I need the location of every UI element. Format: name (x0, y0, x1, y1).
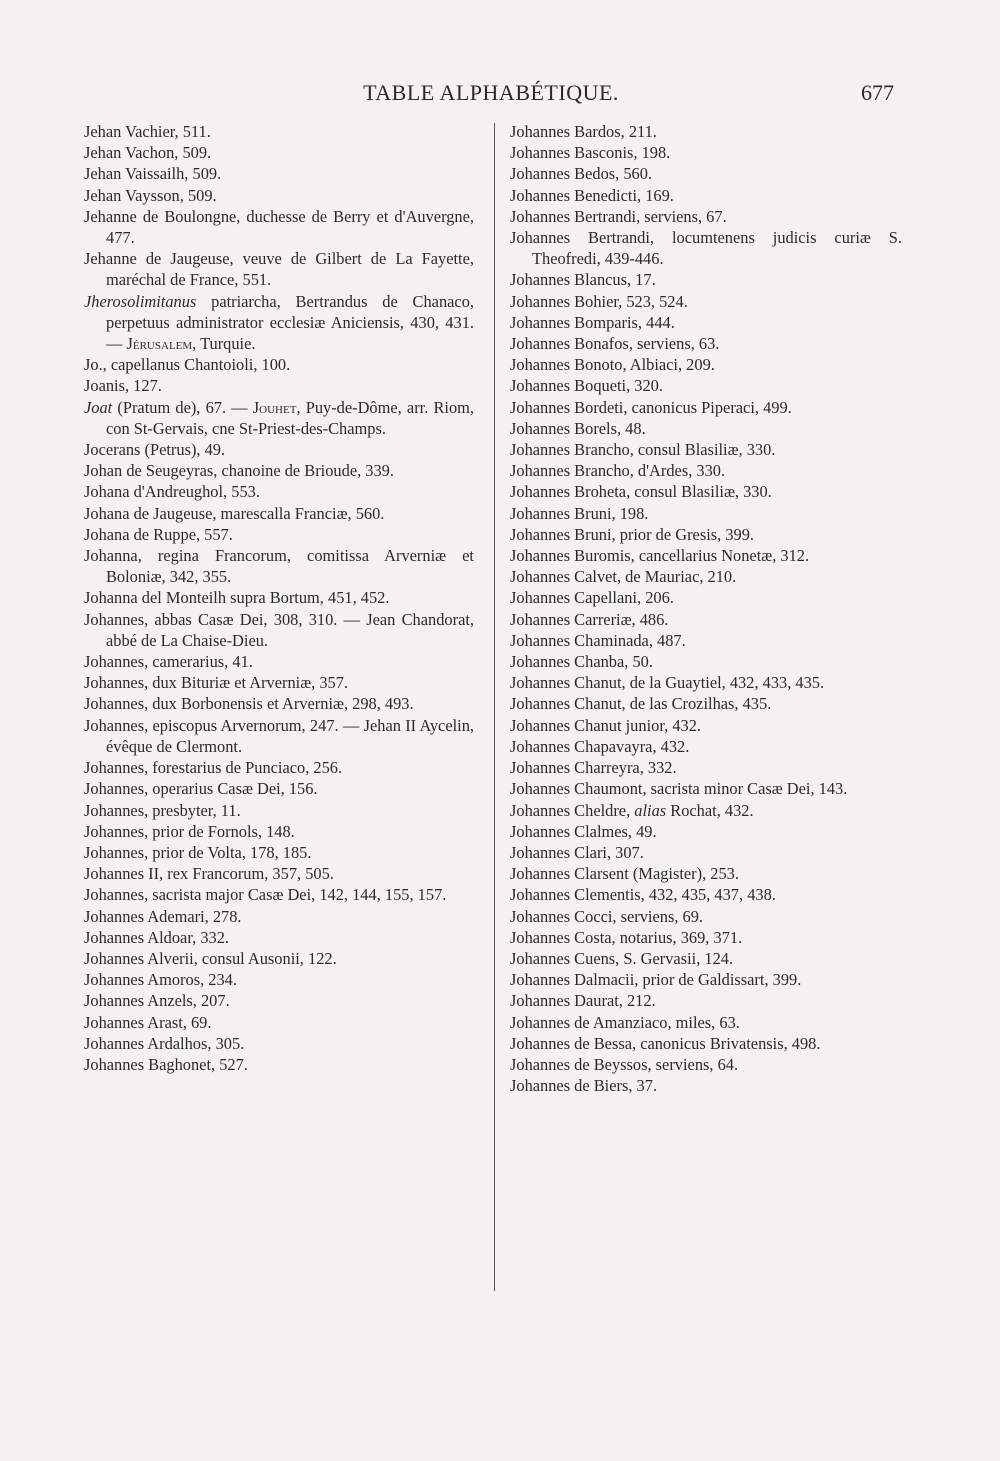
entry-text: (Pratum de), 67. — (112, 397, 253, 417)
entry-text: Johannes Bruni, 198. (510, 503, 649, 523)
index-entry (510, 969, 902, 990)
entry-text: Johannes Bertrandi, locumtenens judicis curiæ S. Theofredi, 439-446. (510, 228, 902, 269)
index-entry (510, 778, 902, 799)
index-column-right (510, 121, 902, 1096)
index-entry (510, 1033, 902, 1054)
entry-text: Jo., capellanus Chantoioli, 100. (84, 355, 291, 375)
entry-text: Johannes de Bessa, canonicus Brivatensis, 498. (510, 1033, 821, 1053)
entry-text: Johannes Arast, 69. (84, 1012, 212, 1032)
index-entry (84, 927, 474, 948)
entry-text: patriarcha, Bertrandus de Chanaco, perpetuus administrator ecclesiæ Aniciensis, 430, 431. — (106, 291, 474, 354)
index-entry (84, 163, 474, 184)
index-entry (510, 121, 902, 142)
entry-text: Johannes Amoros, 234. (84, 970, 237, 990)
entry-text: Johannes, abbas Casæ Dei, 308, 310. — Jean Chandorat, abbé de La Chaise-Dieu. (84, 609, 474, 650)
index-entry (510, 630, 902, 651)
page-header (82, 80, 900, 110)
entry-text: Johana de Ruppe, 557. (84, 524, 233, 544)
entry-text: Johannes Chanba, 50. (510, 652, 653, 672)
entry-text: Johannes, dux Borbonensis et Arverniæ, 298, 493. (84, 694, 414, 714)
entry-text: Johannes Chaumont, sacrista minor Casæ Dei, 143. (510, 779, 848, 799)
index-entry (510, 142, 902, 163)
entry-text: Johannes Cheldre, (510, 800, 635, 820)
index-entry (510, 842, 902, 863)
entry-text: Johannes, episcopus Arvernorum, 247. — Jehan II Aycelin, évêque de Clermont. (84, 715, 474, 756)
page-title: TABLE ALPHABÉTIQUE. (363, 80, 619, 105)
index-entry (510, 269, 902, 290)
entry-text: Johannes, prior de Volta, 178, 185. (84, 842, 312, 862)
index-entry (510, 566, 902, 587)
index-entry (510, 693, 902, 714)
entry-text: Johannes Cocci, serviens, 69. (510, 906, 704, 926)
page-number: 677 (861, 80, 894, 105)
entry-text: Johannes Broheta, consul Blasiliæ, 330. (510, 482, 772, 502)
entry-text: Johannes Carreriæ, 486. (510, 609, 669, 629)
entry-text: Johannes Clementis, 432, 435, 437, 438. (510, 885, 776, 905)
entry-text: Johannes Chapavayra, 432. (510, 736, 690, 756)
index-entry (510, 163, 902, 184)
entry-text: Johannes de Beyssos, serviens, 64. (510, 1054, 739, 1074)
index-entry (510, 863, 902, 884)
entry-text: Jehan Vaissailh, 509. (84, 164, 222, 184)
index-entry (510, 884, 902, 905)
index-entry (510, 757, 902, 778)
index-entry (84, 524, 474, 545)
entry-text: Jocerans (Petrus), 49. (84, 440, 226, 460)
entry-text: Johannes Bruni, prior de Gresis, 399. (510, 524, 755, 544)
entry-text: , Turquie. (192, 334, 256, 354)
index-entry (510, 736, 902, 757)
entry-text: Johannes, sacrista major Casæ Dei, 142, 144, 155, 157. (84, 885, 447, 905)
index-entry (84, 609, 474, 651)
index-entry (84, 842, 474, 863)
index-entry (510, 460, 902, 481)
index-entry (84, 545, 474, 587)
entry-text: Johannes Brancho, consul Blasiliæ, 330. (510, 440, 776, 460)
index-entry (510, 227, 902, 269)
entry-text: Johannes, operarius Casæ Dei, 156. (84, 779, 318, 799)
entry-text: Johannes Benedicti, 169. (510, 185, 674, 205)
entry-text: Johannes Chanut, de las Crozilhas, 435. (510, 694, 772, 714)
entry-text: Johannes Cuens, S. Gervasii, 124. (510, 948, 734, 968)
index-entry (510, 715, 902, 736)
index-entry (84, 206, 474, 248)
index-entry (84, 884, 474, 905)
entry-text: Johannes Ardalhos, 305. (84, 1033, 245, 1053)
entry-text: Johannes Aldoar, 332. (84, 927, 230, 947)
entry-text: Jehan Vachon, 509. (84, 143, 212, 163)
entry-text: Jehanne de Jaugeuse, veuve de Gilbert de La Fayette, maréchal de France, 551. (84, 249, 474, 290)
index-entry (84, 587, 474, 608)
index-entry (84, 121, 474, 142)
entry-text: Johannes Clari, 307. (510, 842, 644, 862)
index-entry (510, 354, 902, 375)
entry-text: Johannes Bordeti, canonicus Piperaci, 499. (510, 397, 792, 417)
entry-text: Johannes de Amanziaco, miles, 63. (510, 1012, 740, 1032)
index-entry (84, 757, 474, 778)
entry-text: Johannes Baghonet, 527. (84, 1054, 248, 1074)
entry-text: , Puy-de-Dôme, arr. Riom, con St-Gervais, cne St-Priest-des-Champs. (106, 397, 474, 438)
index-entry (510, 524, 902, 545)
entry-text: Johannes Costa, notarius, 369, 371. (510, 927, 743, 947)
index-entry (84, 800, 474, 821)
index-entry (510, 1012, 902, 1033)
entry-text: Johannes, camerarius, 41. (84, 652, 253, 672)
index-entry (84, 1033, 474, 1054)
index-entry (84, 248, 474, 290)
index-entry (510, 927, 902, 948)
entry-text: Johannes Charreyra, 332. (510, 758, 677, 778)
entry-text: Jehan Vaysson, 509. (84, 185, 217, 205)
entry-text: Johannes Dalmacii, prior de Galdissart, 399. (510, 970, 802, 990)
index-entry (510, 1054, 902, 1075)
index-entry (510, 800, 902, 821)
index-entry (510, 651, 902, 672)
index-entry (510, 587, 902, 608)
entry-text: Johannes, dux Bituriæ et Arverniæ, 357. (84, 673, 349, 693)
index-entry (510, 609, 902, 630)
entry-text: Johannes Brancho, d'Ardes, 330. (510, 461, 726, 481)
entry-text: Johannes Bedos, 560. (510, 164, 653, 184)
entry-text: Johannes, forestarius de Punciaco, 256. (84, 758, 343, 778)
index-entry (510, 1075, 902, 1096)
entry-text: Johannes Clalmes, 49. (510, 821, 657, 841)
entry-text: Johannes Borels, 48. (510, 418, 646, 438)
index-entry (84, 969, 474, 990)
entry-text: Johannes Clarsent (Magister), 253. (510, 864, 739, 884)
index-entry (510, 291, 902, 312)
entry-text: Johanna, regina Francorum, comitissa Arverniæ et Boloniæ, 342, 355. (84, 546, 474, 587)
index-entry (510, 990, 902, 1011)
entry-text: Johannes Alverii, consul Ausonii, 122. (84, 948, 337, 968)
index-entry (510, 397, 902, 418)
index-entry (84, 503, 474, 524)
entry-text: Johannes Basconis, 198. (510, 143, 671, 163)
entry-text: Johannes, presbyter, 11. (84, 800, 241, 820)
column-divider (494, 123, 495, 1291)
entry-text: Johannes Bomparis, 444. (510, 312, 675, 332)
index-entry (510, 821, 902, 842)
index-entry (510, 312, 902, 333)
index-entry (84, 375, 474, 396)
entry-text: Johannes Chanut, de la Guaytiel, 432, 433, 435. (510, 673, 825, 693)
index-entry (84, 397, 474, 439)
index-column-left (84, 121, 474, 1075)
entry-text: Jouhet (252, 397, 297, 417)
index-entry (84, 778, 474, 799)
index-entry (510, 418, 902, 439)
index-entry (84, 354, 474, 375)
entry-text: Johannes Bertrandi, serviens, 67. (510, 206, 727, 226)
index-entry (84, 185, 474, 206)
entry-text: Johannes Bardos, 211. (510, 122, 657, 141)
index-entry (84, 1054, 474, 1075)
entry-text: Jherosolimitanus (84, 291, 197, 311)
index-entry (84, 990, 474, 1011)
entry-text: Johannes Bonoto, Albiaci, 209. (510, 355, 715, 375)
entry-text: Johannes Capellani, 206. (510, 588, 674, 608)
entry-text: Johannes Daurat, 212. (510, 991, 656, 1011)
entry-text: alias (634, 800, 667, 820)
entry-text: Johannes de Biers, 37. (510, 1076, 658, 1096)
entry-text: Johan de Seugeyras, chanoine de Brioude, 339. (84, 461, 394, 481)
entry-text: Rochat, 432. (666, 800, 754, 820)
entry-text: Johannes, prior de Fornols, 148. (84, 821, 295, 841)
entry-text: Johannes Anzels, 207. (84, 991, 230, 1011)
entry-text: Johannes Calvet, de Mauriac, 210. (510, 567, 737, 587)
index-entry (510, 906, 902, 927)
index-entry (84, 693, 474, 714)
entry-text: Johannes Blancus, 17. (510, 270, 656, 290)
index-entry (84, 481, 474, 502)
index-entry (84, 948, 474, 969)
entry-text: Johanna del Monteilh supra Bortum, 451, 452. (84, 588, 390, 608)
entry-text: Jehanne de Boulongne, duchesse de Berry et d'Auvergne, 477. (84, 206, 474, 248)
index-entry (84, 906, 474, 927)
entry-text: Joat (84, 397, 113, 417)
entry-text: Johannes II, rex Francorum, 357, 505. (84, 864, 334, 884)
index-entry (510, 672, 902, 693)
index-entry (510, 948, 902, 969)
entry-text: Johannes Boqueti, 320. (510, 376, 663, 396)
index-entry (84, 863, 474, 884)
entry-text: Joanis, 127. (84, 376, 162, 396)
index-entry (510, 503, 902, 524)
entry-text: Jehan Vachier, 511. (84, 122, 211, 141)
index-entry (84, 821, 474, 842)
entry-text: Johannes Buromis, cancellarius Nonetæ, 312. (510, 546, 810, 566)
index-entry (84, 715, 474, 757)
index-entry (84, 1012, 474, 1033)
entry-text: Johannes Chaminada, 487. (510, 630, 686, 650)
entry-text: Jérusalem (126, 334, 193, 354)
entry-text: Johannes Ademari, 278. (84, 906, 242, 926)
index-entry (84, 439, 474, 460)
entry-text: Johannes Bonafos, serviens, 63. (510, 334, 720, 354)
index-entry (84, 291, 474, 355)
index-entry (510, 185, 902, 206)
index-entry (510, 206, 902, 227)
entry-text: Johana d'Andreughol, 553. (84, 482, 260, 502)
index-entry (84, 460, 474, 481)
entry-text: Johannes Bohier, 523, 524. (510, 291, 688, 311)
index-entry (510, 333, 902, 354)
index-entry (510, 481, 902, 502)
entry-text: Johana de Jaugeuse, marescalla Franciæ, 560. (84, 503, 385, 523)
index-entry (510, 375, 902, 396)
index-entry (84, 651, 474, 672)
entry-text: Johannes Chanut junior, 432. (510, 715, 702, 735)
index-entry (84, 672, 474, 693)
index-entry (510, 439, 902, 460)
index-entry (84, 142, 474, 163)
index-entry (510, 545, 902, 566)
